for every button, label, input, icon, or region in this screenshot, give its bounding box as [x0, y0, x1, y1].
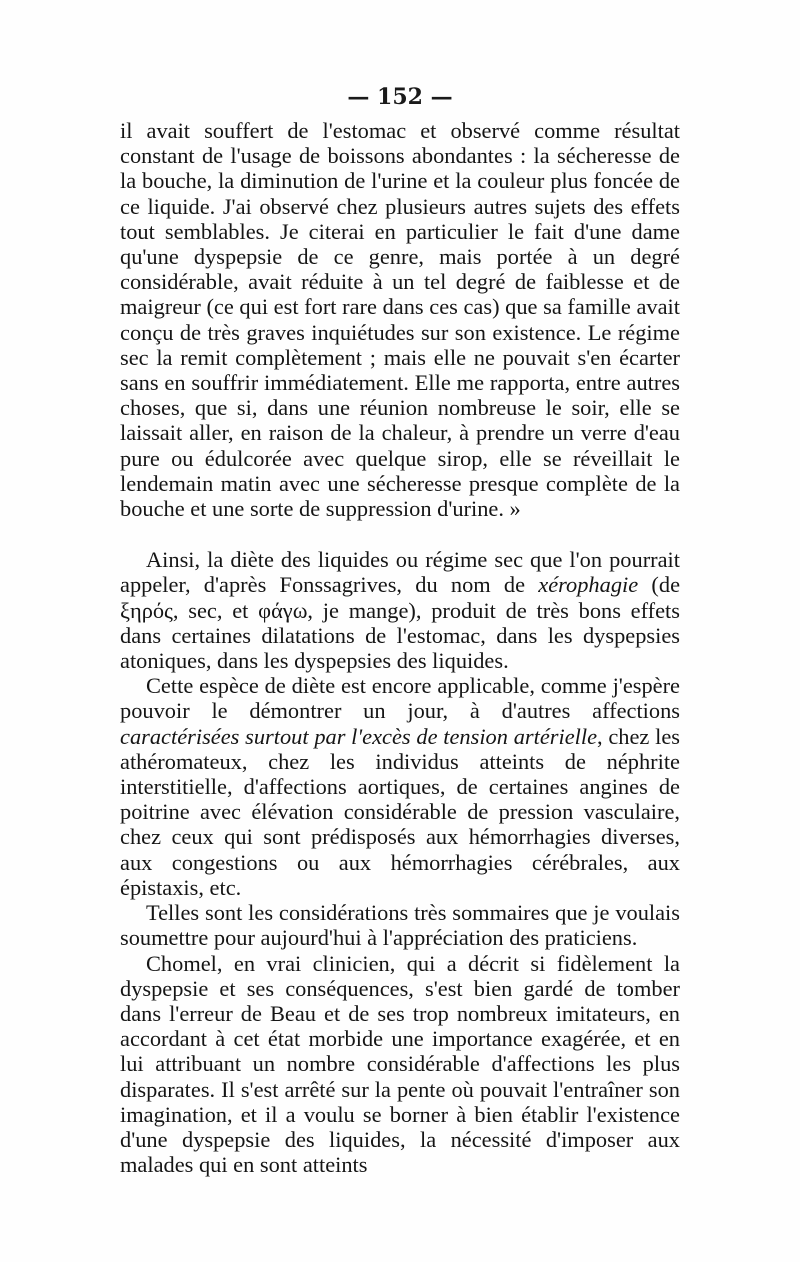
- paragraph-diet-applicable: [120, 673, 680, 900]
- text-run: Cette espèce de diète est encore applicable, comme j'espère pouvoir le démontrer un jour, à d'autres affections: [120, 673, 680, 724]
- paragraph-xerophagie: [120, 547, 680, 673]
- page-number: — 152 —: [347, 84, 453, 110]
- italic-phrase: caractérisées surtout par l'excès de tension artérielle: [120, 723, 598, 749]
- paragraph-quote-continuation: il avait souffert de l'estomac et observé comme résultat constant de l'usage de boissons abondantes : la sécheresse de la bouche, la diminution de l'urine et la couleur plus foncée de ce liquide. J'ai observé chez plusieurs autres sujets des effets tout semblables. Je citerai en particulier le fait d'une dame qu'une dyspepsie de ce genre, mais portée à un degré considérable, avait réduite à un tel degré de faiblesse et de maigreur (ce qui est fort rare dans ces cas) que sa famille avait conçu de très graves inquiétudes sur son existence. Le régime sec la remit complètement ; mais elle ne pouvait s'en écarter sans en souffrir immédiatement. Elle me rapporta, entre autres choses, que si, dans une réunion nombreuse le soir, elle se laissait aller, en raison de la chaleur, à prendre un verre d'eau pure ou édulcorée avec quelque sirop, elle se réveillait le lendemain matin avec une sécheresse presque complète de la bouche et une sorte de suppression d'urine. »: [120, 118, 680, 522]
- paragraph-considerations: Telles sont les considérations très sommaires que je voulais soumettre pour aujourd'hui à l'appréciation des praticiens.: [120, 900, 680, 951]
- paragraph-chomel: Chomel, en vrai clinicien, qui a décrit si fidèlement la dyspepsie et ses conséquences, s'est bien gardé de tomber dans l'erreur de Beau et de ses trop nombreux imitateurs, en accordant à cet état morbide une importance exagérée, et en lui attribuant un nombre considérable d'affections les plus disparates. Il s'est arrêté sur la pente où pouvait l'entraîner son imagination, et il a voulu se borner à bien établir l'existence d'une dyspepsie des liquides, la nécessité d'imposer aux malades qui en sont atteints: [120, 950, 680, 1178]
- italic-term: xérophagie: [538, 572, 639, 598]
- text-run: , chez les athéromateux, chez les individus atteints de néphrite interstitielle, d'affections aortiques, de certaines angines de poitrine avec élévation considérable de pression vasculaire, chez ceux qui sont prédisposés aux hémorrhagies diverses, aux congestions ou aux hémorrhagies cérébrales, aux épistaxis, etc.: [120, 723, 680, 900]
- paragraph-gap: [120, 521, 680, 547]
- text-run: Ainsi, la diète des liquides ou régime sec que l'on pourrait appeler, d'après Fonssagrives, du nom de: [120, 547, 680, 598]
- text-run: (de ξηρός, sec, et φάγω, je mange), produit de très bons effets dans certaines dilatations de l'estomac, dans les dyspepsies atoniques, dans les dyspepsies des liquides.: [120, 572, 681, 674]
- body-text: [120, 118, 680, 1177]
